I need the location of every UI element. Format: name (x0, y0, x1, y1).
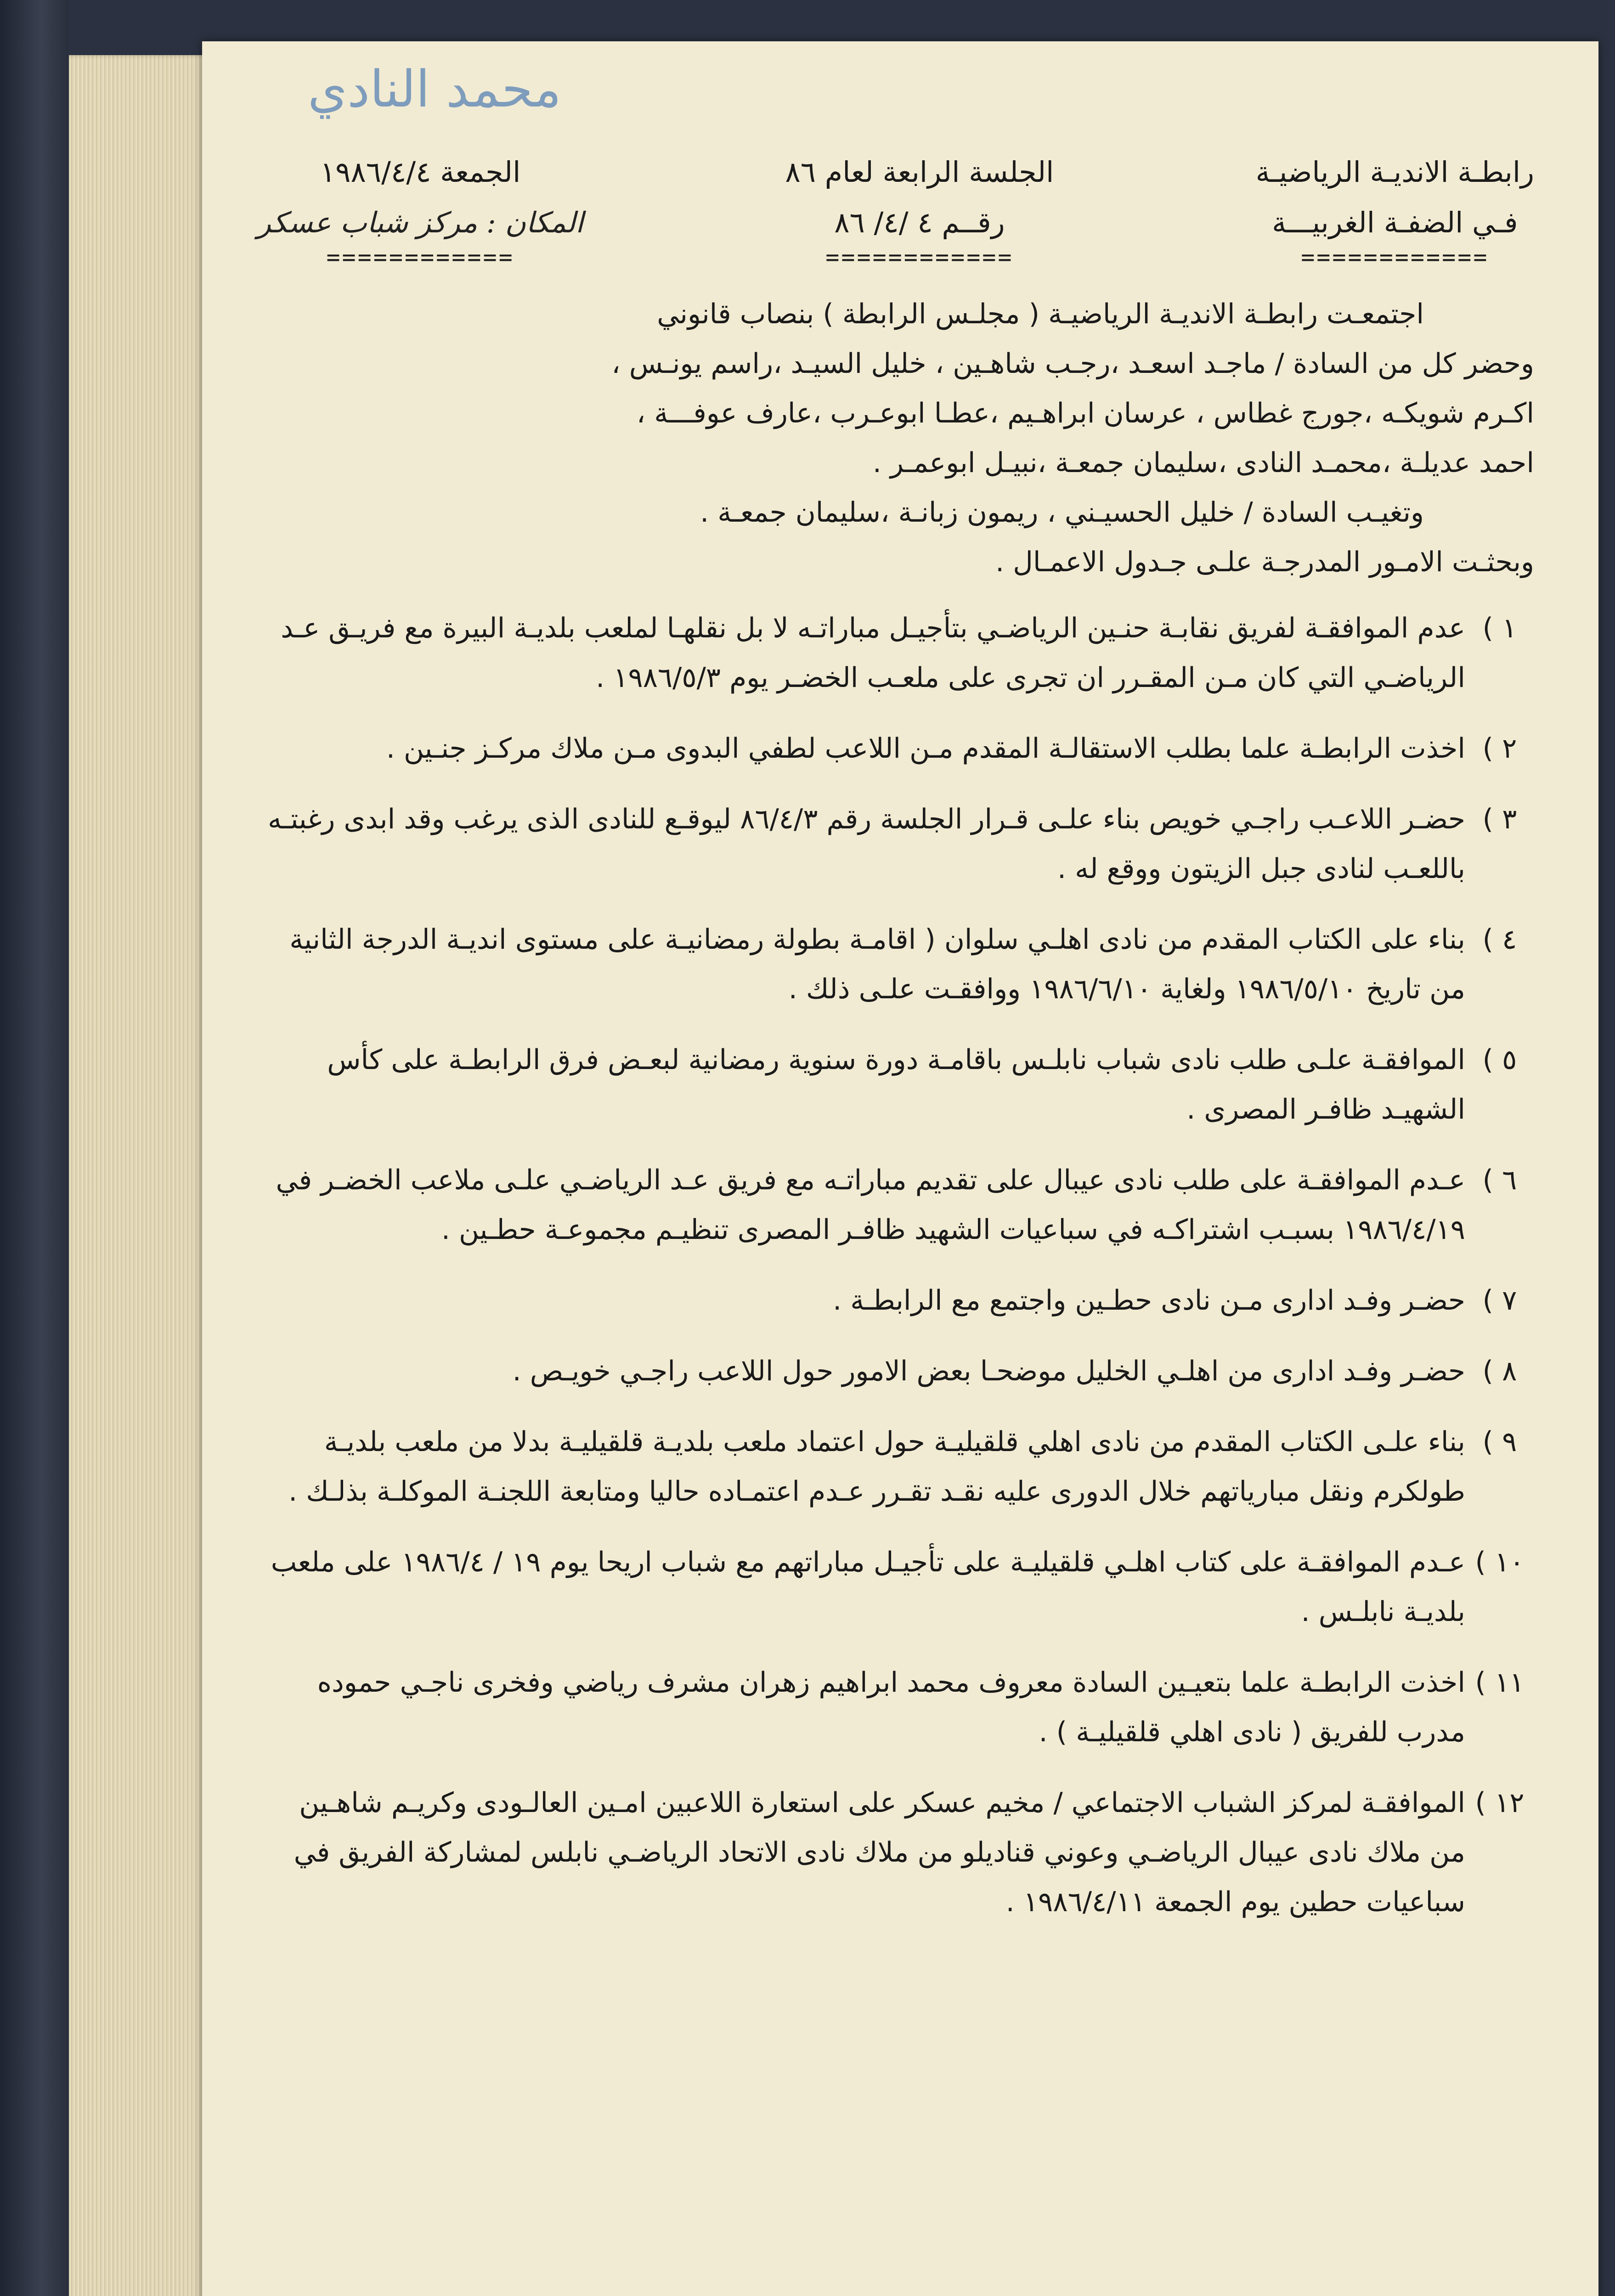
item-text: اخذت الرابطـة علما بطلب الاستقالـة المقدم مـن اللاعب لطفي البدوى مـن ملاك مركـز جنـين . (386, 732, 1465, 765)
item-number: ٤ ) (1482, 923, 1517, 956)
item-number: ٦ ) (1482, 1164, 1517, 1196)
item-text: عـدم الموافقـة على طلب نادى عيبال على تقديم مباراتـه مع فريق عـد الرياضـي علـى ملاعب الخضـر في ١٩٨٦/٤/١٩ بسبـب اشتراكـه في سباعيات الشهيد ظافـر المصرى تنظيـم مجموعـة حطـين . (276, 1164, 1465, 1246)
item-number: ٩ ) (1482, 1426, 1517, 1458)
agenda-item (262, 1346, 1534, 1396)
agenda-item (262, 1417, 1534, 1516)
agenda-item (262, 1658, 1534, 1757)
session-title: الجلسة الرابعة لعام ٨٦ (785, 155, 1054, 189)
item-text: عدم الموافقـة لفريق نقابـة حنـين الرياضـي بتأجيـل مباراتـه لا بل نقلهـا لملعب بلديـة البيرة مع فريـق عـد الرياضـي التي كان مـن المقـرر ان تجرى على ملعـب الخضـر يوم ١٩٨٦/٥/٣ . (281, 612, 1465, 694)
item-text: بناء على الكتاب المقدم من نادى اهلـي سلوان ( اقامـة بطولة رمضانيـة على مستوى انديـة الدرجة الثانية من تاريخ ١٩٨٦/٥/١٠ ولغاية ١٩٨٦/٦/١٠ ووافقـت علـى ذلك . (289, 923, 1465, 1005)
agenda-item (262, 1155, 1534, 1255)
item-text: حضـر وفـد ادارى من اهلـي الخليل موضحـا بعض الامور حول اللاعب راجـي خويـص . (512, 1355, 1465, 1387)
item-text: الموافقـة علـى طلب نادى شباب نابلـس باقامـة دورة سنوية رمضانية لبعـض فرق الرابطـة على كأس الشهيـد ظافـر المصرى . (327, 1044, 1465, 1125)
attendees-line: وحضر كل من السادة / ماجـد اسعـد ،رجـب شاهـين ، خليل السيـد ،راسم يونـس ، (611, 348, 1534, 380)
header-date-place (257, 147, 584, 270)
item-number: ٧ ) (1482, 1284, 1517, 1317)
header-underline: ============ (1301, 244, 1489, 270)
agenda-item (262, 603, 1534, 703)
organization-name: رابطـة الانديـة الرياضيـة (1255, 155, 1534, 189)
agenda-item (262, 1537, 1534, 1637)
intro-paragraph: اجتمعـت رابطـة الانديـة الرياضيـة ( مجلـس الرابطة ) بنصاب قانوني (657, 298, 1424, 330)
attendees-line: احمد عديلـة ،محمـد النادى ،سليمان جمعـة ،نبيـل ابوعمـر . (872, 447, 1534, 479)
session-date: الجمعة ١٩٨٦/٤/٤ (320, 155, 521, 189)
agenda-items (262, 603, 1534, 1927)
book-page-edges (69, 55, 207, 2296)
item-text: عـدم الموافقـة على كتاب اهلـي قلقيليـة على تأجيـل مباراتهم مع شباب اريحا يوم ١٩ / ١٩٨٦/٤ على ملعب بلديـة نابلـس . (271, 1546, 1465, 1628)
document-page (202, 41, 1598, 2296)
item-text: حضـر وفـد ادارى مـن نادى حطـين واجتمع مع الرابطـة . (833, 1284, 1465, 1317)
book-binding (0, 0, 69, 2296)
item-number: ١٠ ) (1475, 1546, 1525, 1578)
organization-region: فـي الضفـة الغربيـــة (1272, 206, 1518, 239)
item-text: حضـر اللاعـب راجـي خويص بناء علـى قـرار الجلسة رقم ٨٦/٤/٣ ليوقـع للنادى الذى يرغب وقد ابدى رغبتـه باللعـب لنادى جبل الزيتون ووقع له . (268, 803, 1465, 885)
item-number: ١٢ ) (1475, 1787, 1525, 1819)
agenda-paragraph: وبحثـت الامـور المدرجـة علـى جـدول الاعمـال . (995, 546, 1534, 578)
minutes-body (262, 289, 1534, 1948)
absent-paragraph: وتغيـب السادة / خليل الحسيـني ، ريمون زبانـة ،سليمان جمعـة . (700, 496, 1424, 529)
item-number: ٨ ) (1482, 1355, 1517, 1387)
item-number: ١١ ) (1475, 1666, 1525, 1699)
item-number: ١ ) (1482, 612, 1517, 644)
header-organization (1255, 147, 1534, 270)
handwritten-stamp: محمد النادي (308, 60, 562, 118)
document-header (257, 147, 1534, 270)
session-place: المكان : مركز شباب عسكر (257, 206, 584, 239)
attendees-line: اكـرم شويكـه ،جورج غطاس ، عرسان ابراهـيم ،عطـا ابوعـرب ،عارف عوفـــة ، (636, 397, 1534, 429)
item-text: الموافقـة لمركز الشباب الاجتماعي / مخيم عسكر على استعارة اللاعبين امـين العالـودى وكريـم شاهـين من ملاك نادى عيبال الرياضـي وعوني قناديلو من ملاك نادى الاتحاد الرياضـي نابلس لمشاركة الفريق في سباعيات حطين يوم الجمعة ١٩٨٦/٤/١١ . (294, 1787, 1465, 1918)
item-number: ٢ ) (1482, 732, 1517, 765)
item-text: اخذت الرابطـة علما بتعيـين السادة معروف محمد ابراهيم زهران مشرف رياضي وفخرى ناجـي حموده مدرب للفريق ( نادى اهلي قلقيليـة ) . (317, 1666, 1465, 1748)
header-session (785, 147, 1054, 270)
header-underline: ============ (326, 244, 514, 270)
item-text: بناء علـى الكتاب المقدم من نادى اهلي قلقيليـة حول اعتماد ملعب بلديـة قلقيليـة بدلا من ملعب بلديـة طولكرم ونقل مبارياتهم خلال الدورى عليه نقـد تقـرر عـدم اعتمـاده حاليا ومتابعة اللجنـة الموكلـة بذلـك . (288, 1426, 1465, 1508)
agenda-item (262, 724, 1534, 773)
agenda-item (262, 1276, 1534, 1325)
agenda-item (262, 794, 1534, 894)
agenda-item (262, 1778, 1534, 1927)
item-number: ٥ ) (1482, 1044, 1517, 1076)
session-number: رقــم ٤ /٤/ ٨٦ (834, 206, 1005, 239)
header-underline: ============ (825, 244, 1014, 270)
agenda-item (262, 915, 1534, 1014)
agenda-item (262, 1035, 1534, 1134)
item-number: ٣ ) (1482, 803, 1517, 835)
